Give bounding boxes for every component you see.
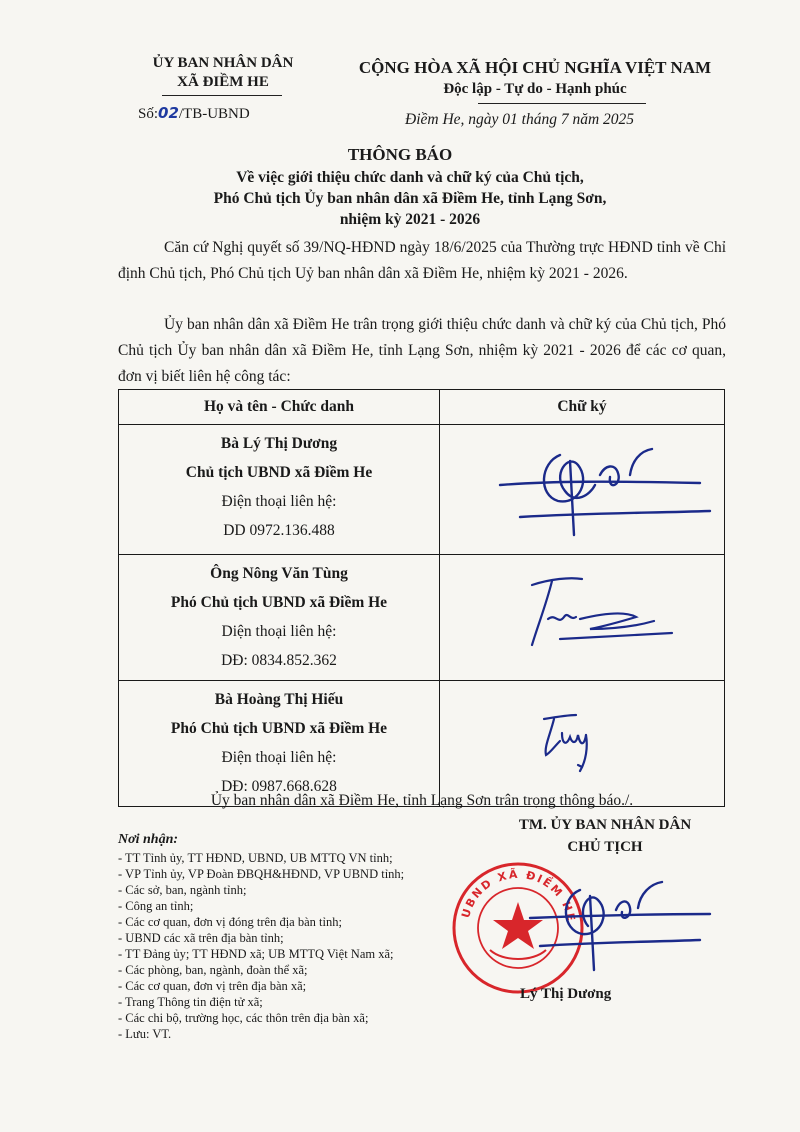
paragraph-1 xyxy=(118,235,726,287)
recipients-list xyxy=(118,832,478,1042)
phone-number: DD 0972.136.488 xyxy=(223,522,335,539)
number-suffix: /TB-UBND xyxy=(178,106,250,122)
org-underline xyxy=(162,95,282,96)
document-title: THÔNG BÁO xyxy=(347,145,453,164)
list-item: - TT Tỉnh ủy, TT HĐND, UBND, UB MTTQ VN tỉnh; xyxy=(118,851,393,865)
table-row xyxy=(119,555,725,681)
org-line-2: XÃ ĐIỀM HE xyxy=(177,74,269,90)
signer-name: Lý Thị Dương xyxy=(520,986,612,1002)
signature-table xyxy=(118,389,725,807)
subtitle-line-2: Phó Chủ tịch Ủy ban nhân dân xã Điềm He, tỉnh Lạng Sơn, xyxy=(213,190,607,207)
date-line: Điềm He, ngày 01 tháng 7 năm 2025 xyxy=(405,111,635,128)
list-item: - Các chi bộ, trường học, các thôn trên địa bàn xã; xyxy=(118,1011,369,1025)
signature-authority xyxy=(455,814,755,858)
person-position: Phó Chủ tịch UBND xã Điềm He xyxy=(170,720,388,737)
phone-label: Điện thoại liên hệ: xyxy=(221,493,337,510)
phone-label: Điện thoại liên hệ: xyxy=(221,749,337,766)
table-header-row xyxy=(119,390,725,425)
closing-sentence: Ủy ban nhân dân xã Điềm He, tỉnh Lạng Sơn trân trọng thông báo./. xyxy=(210,792,634,809)
person-name: Ông Nông Văn Tùng xyxy=(210,565,348,582)
document-number xyxy=(138,104,250,123)
person-name: Bà Hoàng Thị Hiếu xyxy=(214,691,344,708)
col-header-name: Họ và tên - Chức danh xyxy=(119,390,440,425)
subtitle-line-1: Về việc giới thiệu chức danh và chữ ký của Chủ tịch, xyxy=(236,169,584,186)
list-item: - Các cơ quan, đơn vị đóng trên địa bàn tỉnh; xyxy=(118,915,342,929)
subtitle-line-3: nhiệm kỳ 2021 - 2026 xyxy=(339,211,481,228)
list-item: - Các sở, ban, ngành tỉnh; xyxy=(118,883,247,897)
document-subtitle xyxy=(150,167,670,230)
person-info xyxy=(119,681,440,807)
motto-underline xyxy=(478,103,646,104)
recipients-heading: Nơi nhận: xyxy=(118,832,179,847)
authority-line-1: TM. ỦY BAN NHÂN DÂN xyxy=(518,817,692,833)
list-item: - VP Tỉnh ủy, VP Đoàn ĐBQH&HĐND, VP UBND tỉnh; xyxy=(118,867,405,881)
list-item: - Trang Thông tin điện tử xã; xyxy=(118,995,263,1009)
number-prefix: Số: xyxy=(138,106,159,122)
person-position: Phó Chủ tịch UBND xã Điềm He xyxy=(170,594,388,611)
list-item: - TT Đảng ủy; TT HĐND xã; UB MTTQ Việt Nam xã; xyxy=(118,947,394,961)
paragraph-2-text: Ủy ban nhân dân xã Điềm He trân trọng giới thiệu chức danh và chữ ký của Chủ tịch, Phó Chủ tịch Ủy ban nhân dân xã Điềm He, tỉnh Lạng Sơn, nhiệm kỳ 2021 - 2026 để các cơ quan, đơn vị biết liên hệ công tác: xyxy=(118,316,726,385)
phone-label: Diện thoại liên hệ: xyxy=(221,623,337,640)
person-name: Bà Lý Thị Dương xyxy=(220,435,338,452)
signature-cell xyxy=(440,555,725,681)
col-header-signature: Chữ ký xyxy=(440,390,725,425)
person-position: Chủ tịch UBND xã Điềm He xyxy=(185,464,373,481)
seal-text: UBND XÃ ĐIỀM HE xyxy=(459,867,578,924)
phone-number: DĐ: 0987.668.628 xyxy=(221,778,337,795)
motto: Độc lập - Tự do - Hạnh phúc xyxy=(443,81,627,97)
signature-chairwoman xyxy=(440,425,724,549)
person-info xyxy=(119,425,440,555)
list-item: - UBND các xã trên địa bàn tỉnh; xyxy=(118,931,284,945)
number-handwritten: 02 xyxy=(158,104,179,122)
list-item: - Các phòng, ban, ngành, đoàn thể xã; xyxy=(118,963,308,977)
org-line-1: ỦY BAN NHÂN DÂN xyxy=(152,55,294,71)
paragraph-2 xyxy=(118,312,726,390)
authority-line-2: CHỦ TỊCH xyxy=(567,839,643,855)
signature-cell xyxy=(440,681,725,807)
list-item: - Các cơ quan, đơn vị trên địa bàn xã; xyxy=(118,979,307,993)
table-row xyxy=(119,681,725,807)
person-info xyxy=(119,555,440,681)
signature-cell xyxy=(440,425,725,555)
national-header xyxy=(345,58,725,98)
signature-vice-chairman-2 xyxy=(440,681,724,801)
nation-name: CỘNG HÒA XÃ HỘI CHỦ NGHĨA VIỆT NAM xyxy=(358,58,712,77)
signature-chairwoman-approval xyxy=(520,870,720,980)
paragraph-1-text: Căn cứ Nghị quyết số 39/NQ-HĐND ngày 18/6/2025 của Thường trực HĐND tỉnh về Chỉ định Chủ tịch, Phó Chủ tịch Uỷ ban nhân dân xã Điềm He, nhiệm kỳ 2021 - 2026. xyxy=(118,239,726,282)
signature-vice-chairman-1 xyxy=(440,555,724,675)
list-item: - Công an tỉnh; xyxy=(118,899,194,913)
issuing-org xyxy=(118,54,328,92)
table-row xyxy=(119,425,725,555)
list-item: - Lưu: VT. xyxy=(118,1027,172,1041)
phone-number: DĐ: 0834.852.362 xyxy=(221,652,337,669)
